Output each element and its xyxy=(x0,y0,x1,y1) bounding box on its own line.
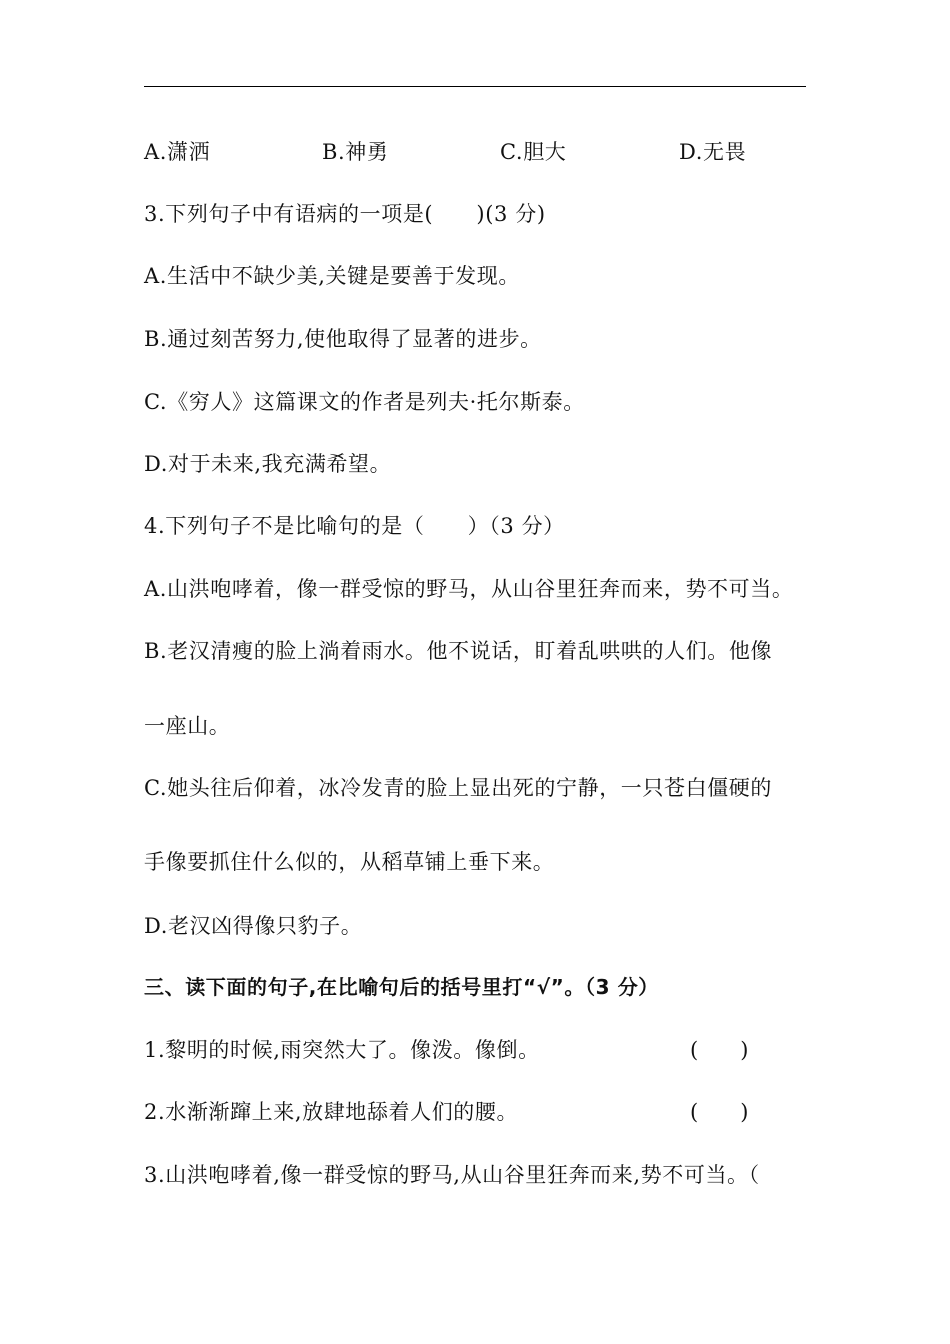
section3-item-1-answer-paren[interactable]: ( ) xyxy=(690,1038,749,1062)
q3-option-d: D.对于未来,我充满希望。 xyxy=(144,452,392,476)
q2-option-c: C.胆大 xyxy=(500,140,567,164)
q4-option-c-line1: C.她头往后仰着，冰冷发青的脸上显出死的宁静，一只苍白僵硬的 xyxy=(144,776,772,800)
q3-option-a: A.生活中不缺少美,关键是要善于发现。 xyxy=(144,264,520,288)
q4-stem: 4.下列句子不是比喻句的是（ ）（3 分） xyxy=(144,514,565,538)
q3-stem: 3.下列句子中有语病的一项是( )(3 分) xyxy=(144,202,546,226)
section3-heading: 三、读下面的句子,在比喻句后的括号里打“√”。（3 分） xyxy=(144,975,659,999)
section3-item-3: 3.山洪咆哮着,像一群受惊的野马,从山谷里狂奔而来,势不可当。（ xyxy=(144,1163,760,1187)
q2-option-b: B.神勇 xyxy=(322,140,389,164)
q4-option-d: D.老汉凶得像只豹子。 xyxy=(144,914,363,938)
header-rule xyxy=(144,86,806,87)
q2-option-a: A.潇洒 xyxy=(144,140,211,164)
q4-option-a: A.山洪咆哮着，像一群受惊的野马，从山谷里狂奔而来，势不可当。 xyxy=(144,577,794,601)
q4-option-b-line2: 一座山。 xyxy=(144,714,231,738)
section3-item-2-answer-paren[interactable]: ( ) xyxy=(690,1100,749,1124)
section3-item-2: 2.水渐渐蹿上来,放肆地舔着人们的腰。 xyxy=(144,1100,519,1124)
q3-option-b: B.通过刻苦努力,使他取得了显著的进步。 xyxy=(144,327,542,351)
section3-item-1: 1.黎明的时候,雨突然大了。像泼。像倒。 xyxy=(144,1038,540,1062)
q4-option-b-line1: B.老汉清瘦的脸上淌着雨水。他不说话，盯着乱哄哄的人们。他像 xyxy=(144,639,773,663)
q2-option-d: D.无畏 xyxy=(679,140,747,164)
q4-option-c-line2: 手像要抓住什么似的，从稻草铺上垂下来。 xyxy=(144,850,555,874)
q3-option-c: C.《穷人》这篇课文的作者是列夫·托尔斯泰。 xyxy=(144,390,585,414)
